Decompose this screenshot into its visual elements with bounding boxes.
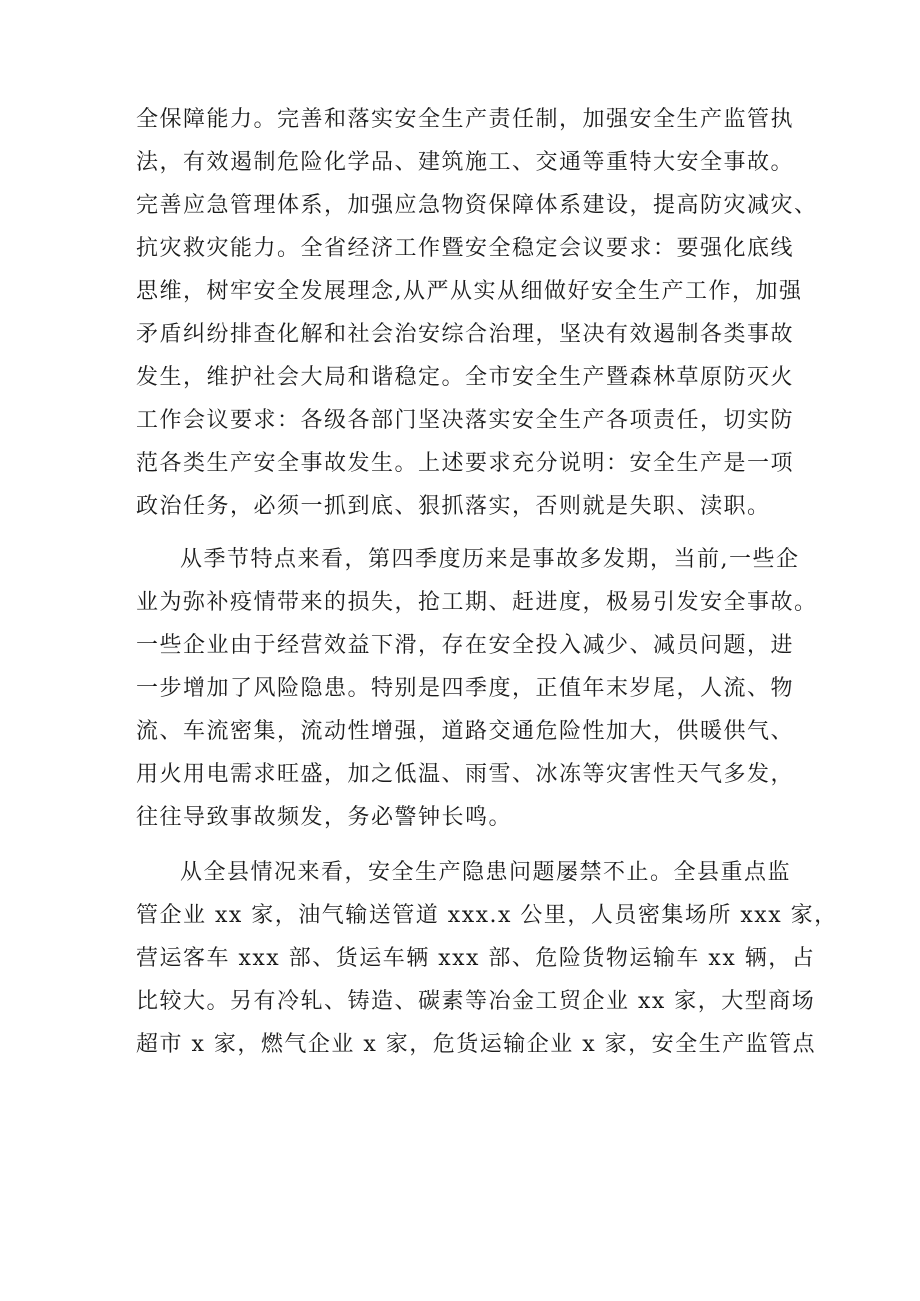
paragraph-line: 从季节特点来看，第四季度历来是事故多发期，当前,一些企 (180, 547, 800, 572)
paragraph-line: 用火用电需求旺盛，加之低温、雨雪、冰冻等灾害性天气多发， (136, 762, 795, 787)
paragraph-line: 工作会议要求：各级各部门坚决落实安全生产各项责任，切实防 (136, 408, 795, 433)
paragraph-line: 思维，树牢安全发展理念,从严从实从细做好安全生产工作，加强 (136, 279, 803, 304)
paragraph-line: 一步增加了风险隐患。特别是四季度，正值年末岁尾，人流、物 (136, 676, 795, 701)
paragraph-line: 往往导致事故频发，务必警钟长鸣。 (136, 805, 513, 830)
paragraph-line: 政治任务，必须一抓到底、狠抓落实，否则就是失职、渎职。 (136, 494, 771, 519)
paragraph-1 (136, 98, 820, 528)
paragraph-line: 范各类生产安全事故发生。上述要求充分说明：安全生产是一项 (136, 451, 795, 476)
paragraph-line: 抗灾救灾能力。全省经济工作暨安全稳定会议要求：要强化底线 (136, 236, 795, 261)
paragraph-line: 全保障能力。完善和落实安全生产责任制，加强安全生产监管执 (136, 107, 795, 132)
paragraph-line: 法，有效遏制危险化学品、建筑施工、交通等重特大安全事故。 (136, 150, 795, 175)
paragraph-line: 发生，维护社会大局和谐稳定。全市安全生产暨森林草原防灭火 (136, 365, 795, 390)
paragraph-line: 管企业 xx 家，油气输送管道 xxx.x 公里，人员密集场所 xxx 家， (136, 903, 838, 928)
paragraph-line: 比较大。另有冷轧、铸造、碳素等冶金工贸企业 xx 家，大型商场 (136, 989, 816, 1014)
paragraph-2 (136, 538, 820, 839)
document-body (136, 98, 838, 1066)
paragraph-line: 从全县情况来看，安全生产隐患问题屡禁不止。全县重点监 (180, 860, 792, 885)
paragraph-line: 一些企业由于经营效益下滑，存在安全投入减少、减员问题，进 (136, 633, 795, 658)
paragraph-line: 营运客车 xxx 部、货运车辆 xxx 部、危险货物运输车 xx 辆，占 (136, 946, 816, 971)
paragraph-line: 流、车流密集，流动性增强，道路交通危险性加大，供暖供气、 (136, 719, 795, 744)
paragraph-line: 业为弥补疫情带来的损失，抢工期、赶进度，极易引发安全事故。 (136, 590, 818, 615)
paragraph-line: 矛盾纠纷排查化解和社会治安综合治理，坚决有效遏制各类事故 (136, 322, 795, 347)
paragraph-line: 完善应急管理体系，加强应急物资保障体系建设，提高防灾减灾、 (136, 193, 818, 218)
paragraph-line: 超市 x 家，燃气企业 x 家，危货运输企业 x 家，安全生产监管点 (136, 1032, 817, 1057)
paragraph-3 (136, 851, 838, 1066)
